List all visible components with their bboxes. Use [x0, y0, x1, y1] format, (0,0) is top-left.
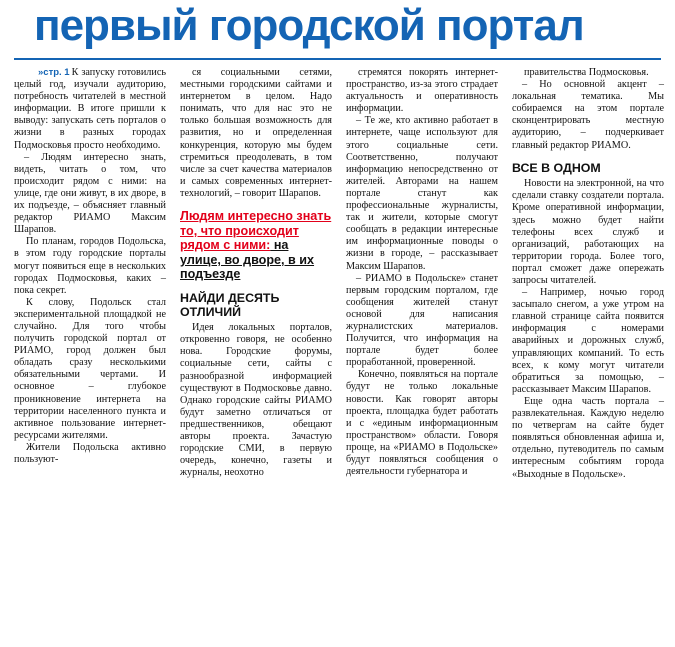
- article-column-4: [512, 67, 664, 481]
- paragraph: [14, 67, 166, 152]
- article-column-2: [180, 67, 332, 481]
- paragraph: По планам, городов Подольска, в этом году городские порталы могут появиться еще в нескольких городах Подмосковья, каких – пока секрет.: [14, 236, 166, 296]
- paragraph-text: К запуску готовились целый год, изучали аудиторию, потребность читателей в местной информации. В итоге пришли к выводу: запускать сеть порталов о жизни в разных городах Подмосковья просто необходимо.: [14, 67, 166, 151]
- continued-from-marker: »стр. 1: [38, 67, 70, 78]
- article-column-3: [346, 67, 498, 481]
- paragraph: – Людям интересно знать, видеть, читать о том, что происходит рядом с ними: на улице, где они живут, в их дворе, в их подъезде, – объясняет главный редактор РИАМО Максим Шарапов.: [14, 151, 166, 236]
- article-column-1: [14, 67, 166, 481]
- paragraph: ся социальными сетями, местными городскими сайтами и интернетом в целом. Надо понимать, что для нас это не только большая возможность для развития, но и определенная конкуренция, которую мы будем стремиться преодолевать, в том числе за счет качества материалов и самых современных интернет-технологий, – говорит Шарапов.: [180, 67, 332, 199]
- section-subhead: ВСЕ В ОДНОМ: [512, 160, 601, 175]
- paragraph: К слову, Подольск стал экспериментальной площадкой не случайно. Для того чтобы получить городской портал от РИАМО, город должен был обладать сразу несколькими обязательными чертами. И основное – глубокое проникновение интернета на территории населенного пункта и активное пользование интернет-ресурсами жителями.: [14, 296, 166, 441]
- paragraph: Новости на электронной, на что сделали ставку создатели портала. Кроме оперативной информации, здесь можно будет найти телефоны всех служб и организаций, работающих на территории города. Более того, портал сможет даже опережать запросы читателей.: [512, 178, 664, 286]
- page-headline: первый городской портал: [34, 1, 584, 50]
- pull-quote-plain: на улице, во дворе, в их подъезде: [180, 238, 315, 282]
- paragraph: Идея локальных порталов, откровенно говоря, не особенно нова. Городские форумы, социальные сети, сайты с разнообразной информацией существуют в Подмосковье давно. Однако городские сайты РИАМО будут заметно отличаться от предшественников, обещают авторы проекта. Зачастую городские СМИ, в первую очередь, конечно, газеты и журналы, неохотно: [180, 322, 332, 479]
- paragraph: Жители Подольска активно пользуют-: [14, 441, 166, 465]
- paragraph: Конечно, появляться на портале будут не только локальные новости. Как говорят авторы проекта, площадка будет работать и с «единым информационным пространством» области. Говоря проще, на «РИАМО в Подольске» будут появляться сообщения о деятельности губернатора и: [346, 369, 498, 478]
- paragraph: правительства Подмосковья.: [524, 67, 649, 78]
- paragraph: – Те же, кто активно работает в интернете, чаще используют для этого социальные сети. Соответственно, получают информацию непосредственно от жителей. Авторами на нашем портале станут как профессиональные журналисты, так и жители, которые смогут сообщать в редакции интересные им информационные поводы о жизни в городе, – рассказывает Максим Шарапов.: [346, 115, 498, 272]
- paragraph: стремятся покорять интернет-пространство, из-за этого страдает актуальность и оперативность информации.: [346, 67, 498, 115]
- pull-quote: [180, 209, 332, 282]
- paragraph: – Но основной акцент – локальная тематика. Мы собираемся на этом портале сконцентрировать местную аудиторию, – подчеркивает главный редактор РИАМО.: [512, 79, 664, 151]
- section-subhead: НАЙДИ ДЕСЯТЬ ОТЛИЧИЙ: [180, 291, 280, 319]
- paragraph: – РИАМО в Подольске» станет первым городским порталом, где сообщения жителей станут основой для написания журналистских материалов. Получится, что информация на портале будет более проработанной, проверенной.: [346, 272, 498, 369]
- paragraph: Еще одна часть портала – развлекательная. Каждую неделю по четвергам на сайте будет появляться обновленная афиша и, отдельно, путеводитель по самым интересным событиям города «Выходные в Подольске».: [512, 395, 664, 480]
- article-columns: [14, 67, 664, 481]
- paragraph: – Например, ночью город засыпало снегом, а уже утром на главной странице сайта появится информация с номерами аварийных и дорожных служб, управляющих компаний. То есть всех, к кому могут читатели обратиться за помощью, – рассказывает Максим Шарапов.: [512, 287, 664, 395]
- headline-area: [14, 0, 661, 52]
- headline-divider: [14, 58, 661, 60]
- pull-quote-highlight: Людям интересно знать то, что происходит рядом с ними:: [180, 209, 332, 253]
